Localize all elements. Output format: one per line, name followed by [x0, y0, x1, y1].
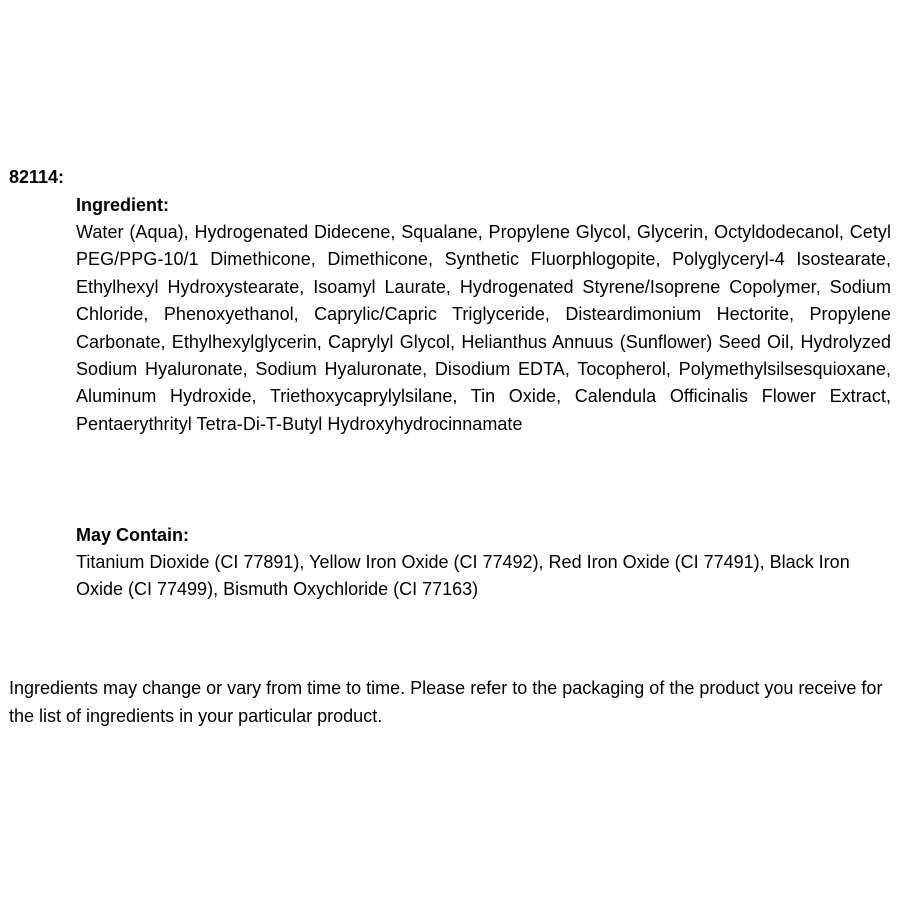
ingredients-list: Water (Aqua), Hydrogenated Didecene, Squalane, Propylene Glycol, Glycerin, Octyldodecanol, Cetyl PEG/PPG-10/1 Dimethicone, Dimethicone, Synthetic Fluorphlogopite, Polyglyceryl-4 Isostearate, Ethylhexyl Hydroxystearate, Isoamyl Laurate, Hydrogenated Styrene/Isoprene Copolymer, Sodium Chloride, Phenoxyethanol, Caprylic/Capric Triglyceride, Disteardimonium Hectorite, Propylene Carbonate, Ethylhexylglycerin, Caprylyl Glycol, Helianthus Annuus (Sunflower) Seed Oil, Hydrolyzed Sodium Hyaluronate, Sodium Hyaluronate, Disodium EDTA, Tocopherol, Polymethylsilsesquioxane, Aluminum Hydroxide, Triethoxycaprylylsilane, Tin Oxide, Calendula Officinalis Flower Extract, Pentaerythrityl Tetra-Di-T-Butyl Hydroxyhydrocinnamate	[76, 222, 891, 434]
may-contain-heading: May Contain:	[76, 525, 190, 545]
product-code: 82114:	[9, 167, 65, 187]
ingredients-section	[76, 192, 891, 438]
disclaimer-text: Ingredients may change or vary from time to time. Please refer to the packaging of the product you receive for the list of ingredients in your particular product.	[9, 678, 883, 726]
may-contain-list: Titanium Dioxide (CI 77891), Yellow Iron Oxide (CI 77492), Red Iron Oxide (CI 77491), Black Iron Oxide (CI 77499), Bismuth Oxychloride (CI 77163)	[76, 552, 850, 600]
may-contain-section	[76, 522, 891, 604]
ingredients-heading: Ingredient:	[76, 195, 169, 215]
